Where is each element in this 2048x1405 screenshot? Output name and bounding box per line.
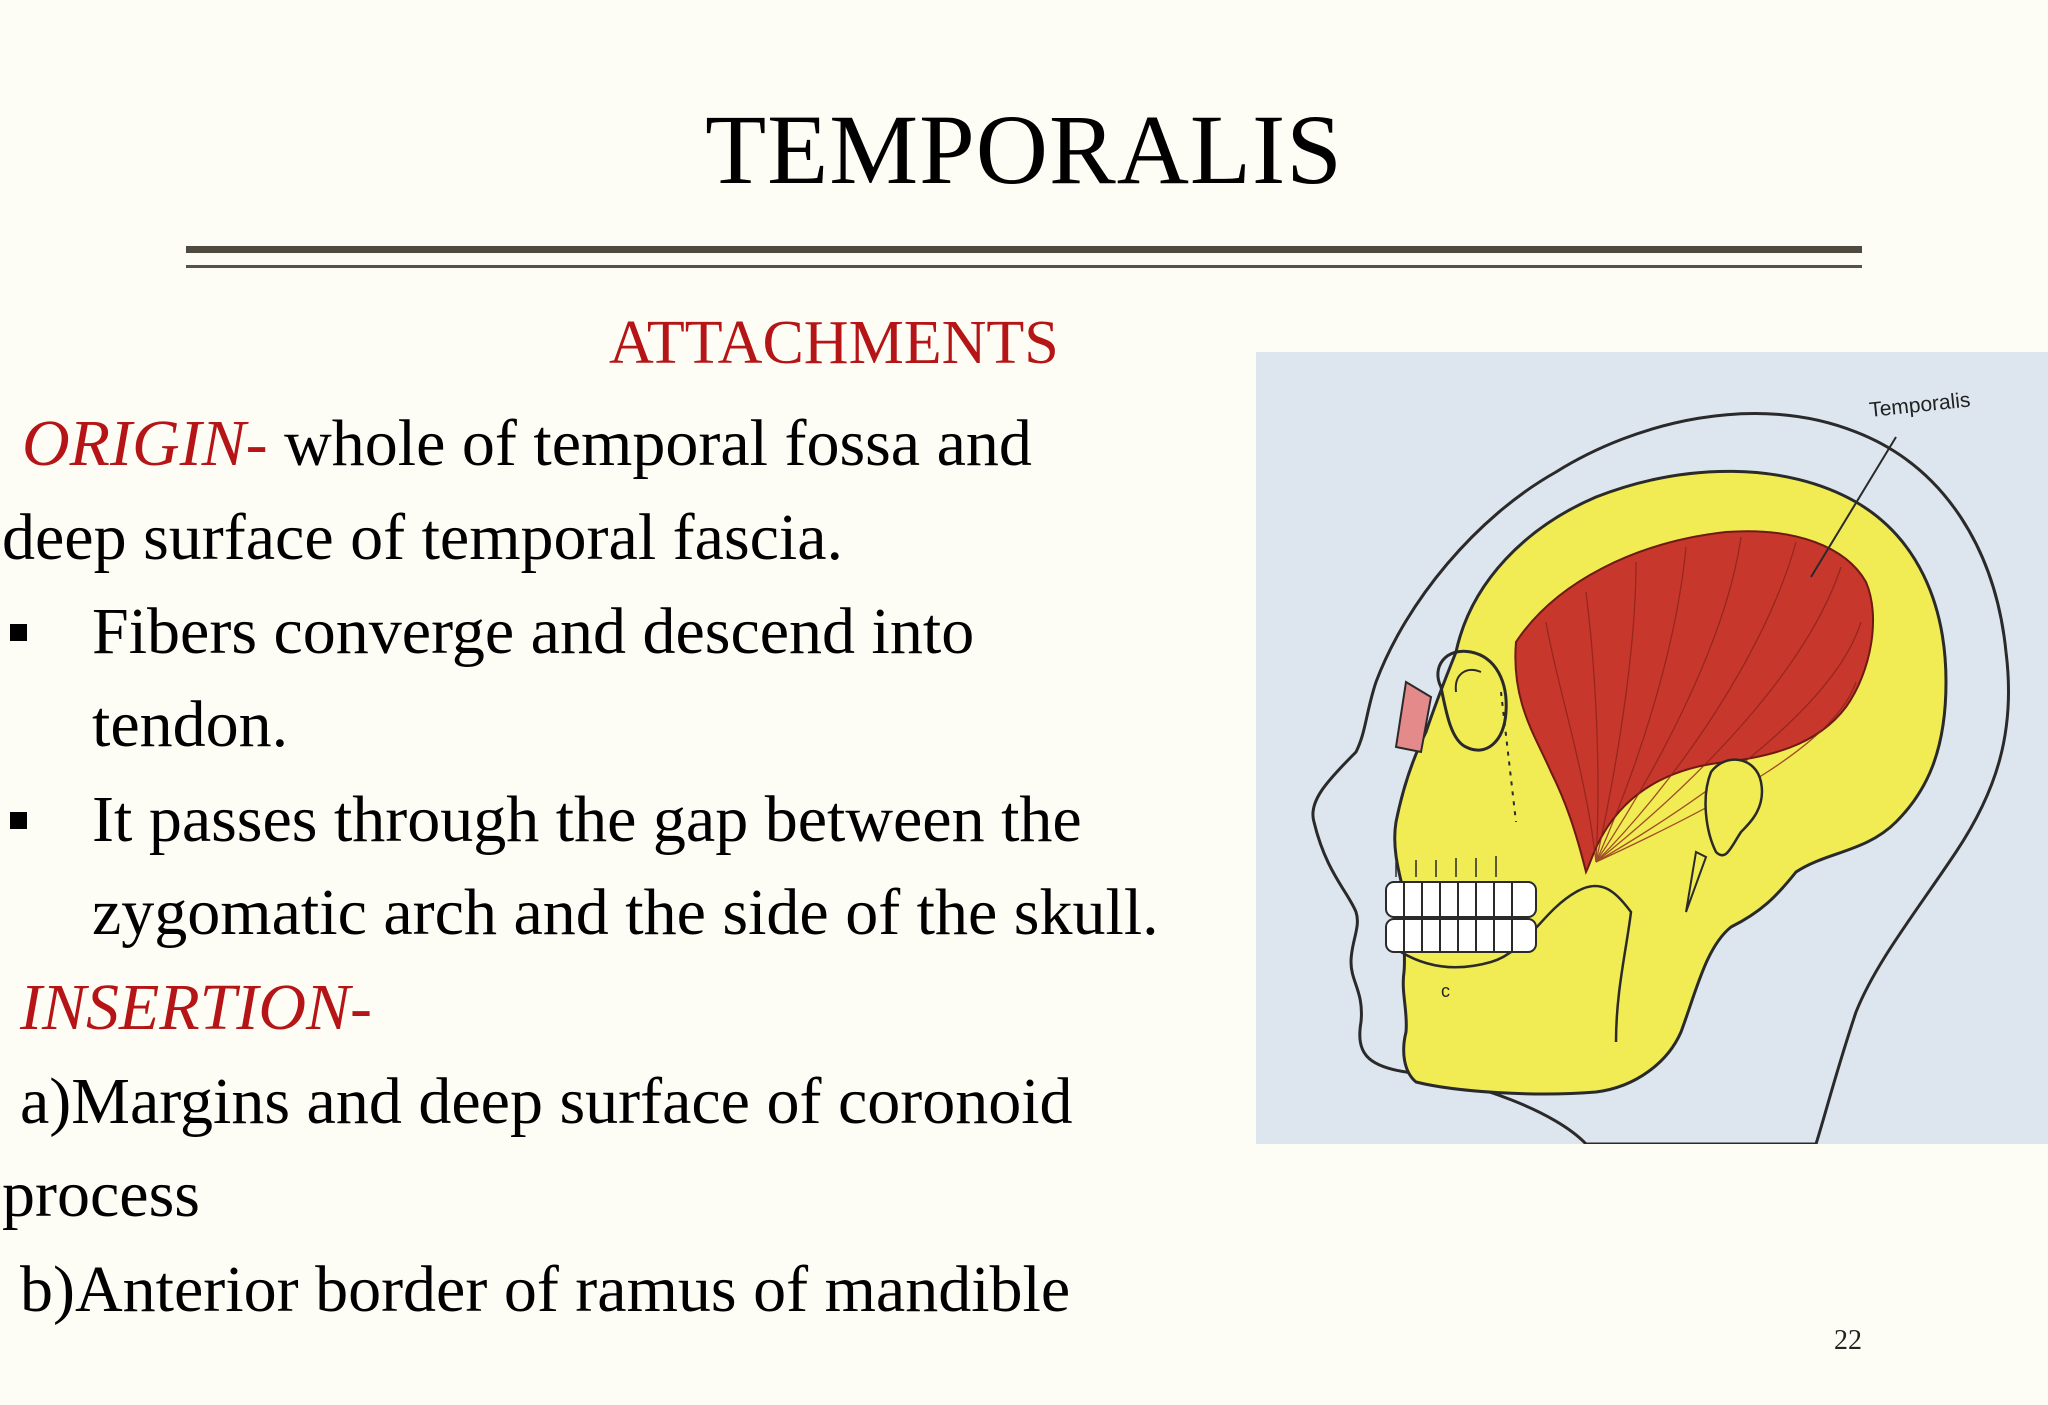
bullet-2-line-2: zygomatic arch and the side of the skull. bbox=[92, 876, 1159, 949]
attachments-heading: ATTACHMENTS bbox=[609, 309, 1059, 377]
temporalis-illustration bbox=[1256, 352, 2048, 1144]
slide-title: TEMPORALIS bbox=[705, 94, 1343, 205]
bullet-1-line-1: Fibers converge and descend into bbox=[92, 595, 975, 668]
bullet-marker-1 bbox=[10, 624, 27, 641]
temporalis-label: Temporalis bbox=[1868, 388, 1972, 422]
bullet-1-line-2: tendon. bbox=[92, 688, 289, 761]
origin-text-1: whole of temporal fossa and bbox=[267, 407, 1032, 480]
mental-label: c bbox=[1441, 981, 1450, 1001]
title-divider-thick bbox=[186, 246, 1862, 253]
teeth bbox=[1386, 882, 1536, 952]
title-divider-thin bbox=[186, 265, 1862, 268]
head-diagram bbox=[1256, 352, 2048, 1144]
insertion-a-line-1: a)Margins and deep surface of coronoid bbox=[20, 1065, 1073, 1138]
bullet-marker-2 bbox=[10, 812, 27, 829]
bullet-2-line-1: It passes through the gap between the bbox=[92, 783, 1082, 856]
origin-line-1 bbox=[22, 404, 1032, 484]
insertion-b: b)Anterior border of ramus of mandible bbox=[20, 1253, 1071, 1326]
origin-label: ORIGIN- bbox=[22, 407, 268, 480]
insertion-a-line-2: process bbox=[2, 1158, 200, 1231]
insertion-label: INSERTION- bbox=[20, 971, 372, 1044]
page-number: 22 bbox=[1834, 1325, 1862, 1356]
origin-line-2: deep surface of temporal fascia. bbox=[2, 501, 844, 574]
